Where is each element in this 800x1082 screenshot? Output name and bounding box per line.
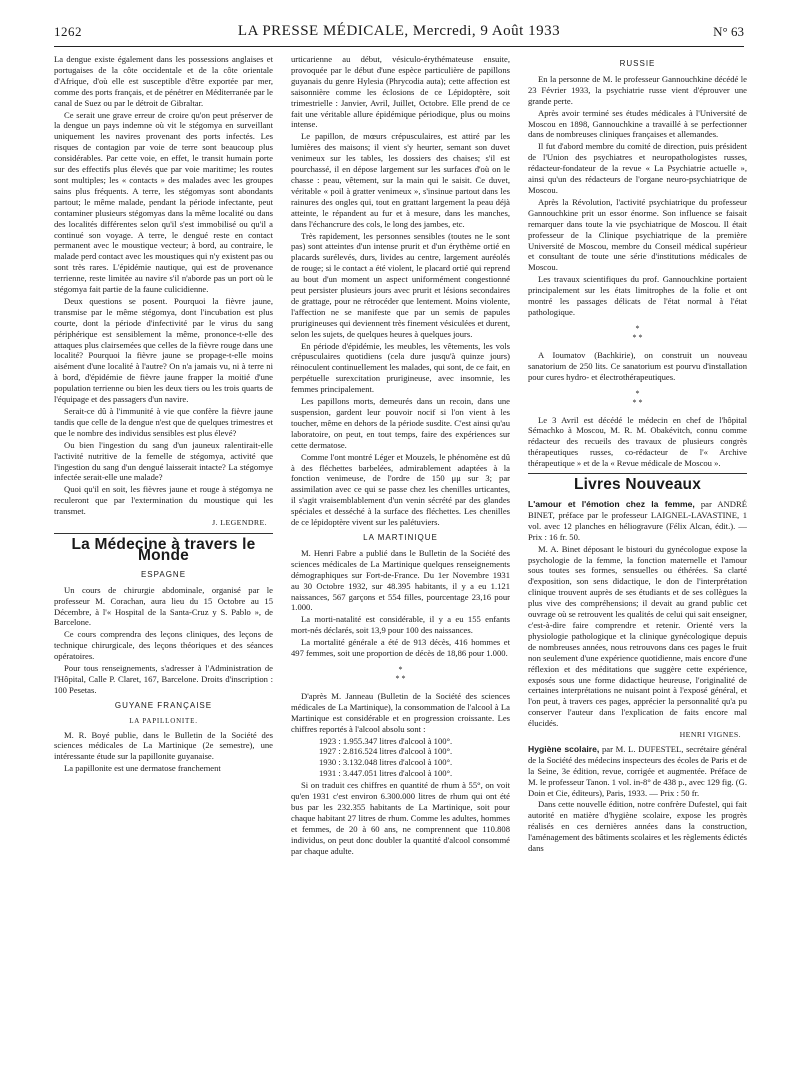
subsection-heading-russie: RUSSIE: [619, 59, 656, 68]
stat-line: 1927 : 2.816.524 litres d'alcool à 100°.: [319, 746, 453, 757]
paragraph: A Ioumatov (Bachkirie), on construit un nouveau sanatorium de 250 lits. Ce sanatorium est pourvu d'installation pour cures hydro- et électrothérapeutiques.: [528, 349, 747, 382]
section-divider: [528, 473, 747, 474]
livres-heading: Livres Nouveaux: [573, 476, 702, 494]
book-reference: par M. L. DUFESTEL, secrétaire général de la Société des médecins inspecteurs des écoles de Paris et de la Seine, 3e édition, revue, corrigée et augmentée. Préface de M. le professeur Tanon. 1 vol. in-8° de 438 p., avec 129 fig. (G. Doin et Cie, éditeurs), Paris, 1933. — Prix : 50 fr.: [528, 743, 747, 798]
paragraph: Ce cours comprendra des leçons cliniques, des leçons de technique chirurgicale, des leçons théoriques et des séances opératoires.: [54, 629, 273, 662]
book-review: M. A. Binet déposant le bistouri du gynécologue expose la psychologie de la femme, la fonction maternelle et l'amour sous toutes ses formes, sensuelles ou éthérées. Sa clarté d'exposition, son sens didactique, le don de l'interprétation clinique trouvent auprès de ses étudiants et de ses collègues la plus vive des compréhensions; il devait au grand public cet ouvrage où se retrouvent les qualités de celui qui sait enseigner, c'est-à-dire faire comprendre et retenir. Orienté vers la physiologie pathologique et la clinique gynécologique depuis de nombreuses années, nous retrouvons dans ces pages le fruit non seulement d'une expérience quotidienne, mais encore d'une réflexion et des méditations que suggère cette expérience, exposés sous une forme didactique heureuse, l'originalité de certaines interprétations ne nuisant point à l'exposé général, et l'on peut, à travers ces pages, apprécier la personnalité qu'a pu conserver l'auteur dans l'explication de faits encore mal élucidés.: [528, 543, 747, 729]
review-signature: HENRI VIGNES.: [679, 730, 741, 740]
column-1: [54, 54, 273, 1072]
paragraph: Les travaux scientifiques du prof. Gannouchkine portaient principalement sur les états limitrophes de la folie et ont montré les passages délicats de l'état normal à l'état pathologique.: [528, 274, 747, 317]
asterism-separator: * * *: [632, 388, 643, 407]
paragraph: Pour tous renseignements, s'adresser à l'Administration de l'Hôpital, Calle P. Claret, 167, Barcelone. Droits d'inscription : 100 Pesetas.: [54, 663, 273, 695]
article-signature: J. LEGENDRE.: [212, 518, 267, 528]
paragraph: D'après M. Janneau (Bulletin de la Société des sciences médicales de La Martinique), la consommation de l'alcool à La Martinique est considérable et en progression croissante. Les chiffres reportés à l'alcool absolu sont :: [291, 690, 510, 734]
paragraph: Ou bien l'ingestion du sang d'un jauneux ralentirait-elle l'activité nutritive de la femelle de stégomya, activité que l'ingestion du sang d'un dengué laisserait intacte? La stégomye infectée serait-elle une malade?: [54, 439, 273, 483]
book-entry: [528, 744, 747, 799]
paragraph: M. Henri Fabre a publié dans le Bulletin de la Société des sciences médicales de La Martinique quelques renseignements démographiques sur Fort-de-France. Du 1er Novembre 1931 au 30 Octobre 1932, sur 48.395 habitants, il y a eu 1.121 naissances, 567 garçons et 554 filles, pourcentage 23,16 pour 1.000.: [291, 547, 510, 613]
paragraph: Après avoir terminé ses études médicales à l'Université de Moscou en 1898, Gannouchkine a travaillé à se perfectionner dans de nombreuses cliniques françaises et allemandes.: [528, 107, 747, 140]
paragraph: Serait-ce dû à l'immunité à vie que confère la fièvre jaune tandis que celle de la dengue n'est que de quelques trimestres et que le nombre des individus sensibles est plus élevé?: [54, 406, 273, 438]
issue-number: N° 63: [713, 24, 744, 39]
book-title: Hygiène scolaire,: [528, 743, 600, 754]
paragraph: La mortalité générale a été de 913 décès, 416 hommes et 497 femmes, soit une proportion de décès de 18,86 pour 1.000.: [291, 637, 510, 659]
subsection-heading-espagne: ESPAGNE: [140, 569, 187, 579]
running-header: [54, 22, 744, 44]
paragraph: En la personne de M. le professeur Gannouchkine décédé le 23 Février 1933, la psychiatrie russe vient d'éprouver une grande perte.: [528, 73, 747, 106]
paragraph: M. R. Boyé publie, dans le Bulletin de la Société des sciences médicales de La Martinique (2e semestre), une intéressante étude sur la papillonite guyanaise.: [54, 729, 273, 762]
paragraph: Comme l'ont montré Léger et Mouzels, le phénomène est dû à des fléchettes barbelées, admirablement adaptées à la fonction venimeuse, de l'ordre de 150 μμ sur 3; par assimilation avec ce qui se passe chez les chenilles urticantes, il s'agit vraisemblablement d'un venin sécrété par des glandes spéciales et desséché à la surface des fléchettes. Les chenilles de ce lépidoptère vivent sur les palétuviers.: [291, 451, 510, 528]
paragraph: Le 3 Avril est décédé le médecin en chef de l'hôpital Sémachko à Moscou, M. R. M. Obakévitch, connu comme rédacteur des recueils des travaux de plusieurs congrès thérapeutiques russes, co-rédacteur de l'« Archive thérapeutique » et de la « Revue médicale de Moscou ».: [528, 414, 747, 469]
paragraph: Ce serait une grave erreur de croire qu'on peut préserver de la dengue un pays indemne où vit le stégomya en surveillant uniquement les navires provenant des ports infectés. Les risques de contagion par voie de terre sont beaucoup plus considérables. Par cette voie, en effet, le transit humain porte sur des effectifs plus élevés que par voie maritime; les routes sont multiples; les « contacts » des malades avec les groupes sains plus fréquents. A terre, les stégomyas sont abondants partout; le même malade, pendant la période infectante, peut contaminer plusieurs stégomyas dans la même localité ou dans des localités différentes selon qu'il s'est immobilisé ou qu'il a continué son voyage. A terre, le dengué reste en contact permanent avec le moustique vecteur; à bord, au contraire, le malade perd contact avec les moustiques qui n'y existent pas ou sont très rares. L'épidémie nautique, qui est de provenance terrienne, reste limitée au navire s'il n'aborde pas un port où le stégomya fait partie de la faune culicidienne.: [54, 109, 273, 295]
paragraph: La dengue existe également dans les possessions anglaises et portugaises de la côte occidentale et de la côte orientale d'Afrique, d'où elle est susceptible d'être exportée par mer, comme des ports français, et de pénétrer en Méditerranée par le canal de Suez ou par le détroit de Gibraltar.: [54, 54, 273, 108]
section-heading: La Médecine à travers le Monde: [71, 535, 256, 564]
paragraph: La papillonite est une dermatose franchement: [64, 763, 221, 774]
paragraph: Le papillon, de mœurs crépusculaires, est attiré par les lumières des maisons; il vient s'y heurter, semant son duvet venimeux sur les tables, les dossiers des chaises; s'il est pourchassé, il en dépose largement sur les surfaces d'où on le chasse : peau, vêtement, sur la main qui le saisit. Ce duvet, véritable « poil à gratter venimeux », s'insinue partout dans les rainures des ongles qui, tout en grattant largement la peau déjà atteinte, le répandent au fur et à mesure, dans les manches, dans l'échancrure des cols, le long des jambes, etc.: [291, 131, 510, 229]
minor-heading-papillonite: LA PAPILLONITE.: [129, 716, 198, 725]
paragraph: urticarienne au début, vésiculo-érythémateuse ensuite, provoquée par le début d'une espèce particulière de papillons guyanais du genre Hylesia (Phrycodia auta); cette affection est saisonnière comme les éclosions de ce Lépidoptère, soit trimestrielle : Janvier, Avril, Juillet, Octobre. Elle prend de ce fait une véritable allure épidémique périodique, plus ou moins intense.: [291, 54, 510, 130]
asterism-separator: * * *: [395, 664, 406, 683]
asterism-separator: * * *: [632, 323, 643, 342]
paragraph: Il fut d'abord membre du comité de direction, puis président de l'Union des psychiatres et neuropathologistes russes, rédacteur-fondateur de la revue « La Psychiatrie actuelle », ainsi qu'un des rédacteurs de l'organe neuro-psychiatrique de Moscou.: [528, 141, 747, 195]
header-rule: [54, 46, 744, 47]
paragraph: En période d'épidémie, les meubles, les vêtements, les vols crépusculaires quotidiens (cela dure jusqu'à quinze jours) réinoculent continuellement les malades, qui sont, de ce fait, en perpétuelle surexcitation prurigineuse, avec insomnie, les femmes principalement.: [291, 340, 510, 395]
paragraph: Un cours de chirurgie abdominale, organisé par le professeur M. Corachan, aura lieu du 15 Octobre au 15 Décembre, à l'« Hospital de la Santa-Cruz y S. Pablo », de Barcelone.: [54, 584, 273, 628]
paragraph: Deux questions se posent. Pourquoi la fièvre jaune, transmise par le même stégomya, dont l'incubation est plus courte, dont la période d'infectivité par le virus du sang périphérique est sensiblement la même, prononce-t-elle des attaques plus clairsemées que celles de la fièvre rouge dans une localité? Pourquoi la fièvre jaune se propage-t-elle moins aisément d'une localité à l'autre? On n'a jamais vu, ni à terre ni à bord, d'épidémie de fièvre jaune frapper la moitié d'une population terrienne ou bien les deux tiers ou les trois quarts de l'équipage et des passagers d'un navire.: [54, 295, 273, 405]
book-review: Dans cette nouvelle édition, notre confrère Dufestel, qui fait autorité en matière d'hygiène scolaire, expose les progrès réalisés en ces dernières années dans la construction, l'aménagement des bâtiments scolaires et les règlements édictés dans: [528, 799, 747, 854]
paragraph: Après la Révolution, l'activité psychiatrique du professeur Gannouchkine prit un essor énorme. Son influence se faisait remarquer dans toute la vie psychiatrique de Moscou. Il était professeur de la Clinique psychiatrique de la première Université de Moscou, membre du Conseil médical supérieur et consultant de toute une série d'institutions médicales de Moscou.: [528, 196, 747, 273]
book-title: L'amour et l'émotion chez la femme,: [528, 499, 695, 509]
paragraph: Très rapidement, les personnes sensibles (toutes ne le sont pas) sont atteintes d'un intense prurit et d'un érythème ortié en placards surélevés, durs, livides au centre, largement auréolés de rouge; si le contact a été violent, le placard ortié qui reprend au bout d'un moment un aspect uniformément congestionné peut persister plusieurs jours avec prurit et lésions secondaires de grattage, pour ne rétrocéder que lentement. Moins violente, l'affection ne se manifeste que par un semis de papules prurigineuses qui deviennent très finement vésiculées et durent, selon les sujets, de quelques heures à quelques jours.: [291, 230, 510, 339]
stat-line: 1930 : 3.132.048 litres d'alcool à 100°.: [319, 757, 453, 768]
subsection-heading-martinique: LA MARTINIQUE: [363, 532, 438, 542]
stat-line: 1923 : 1.955.347 litres d'alcool à 100°.: [319, 735, 453, 746]
journal-title: LA PRESSE MÉDICALE, Mercredi, 9 Août 1933: [237, 23, 561, 39]
alcohol-stats-list: [319, 736, 510, 780]
column-3: [528, 54, 747, 1072]
book-reference: par ANDRÉ BINET, préface par le professeur LAIGNEL-LAVASTINE, 1 vol. avec 12 planches en héliogravure (Félix Alcan, édit.). — Prix : 16 fr. 50.: [528, 499, 747, 542]
section-divider: [54, 533, 273, 534]
stat-line: 1931 : 3.447.051 litres d'alcool à 100°.: [319, 768, 453, 779]
paragraph: La morti-natalité est considérable, il y a eu 155 enfants mort-nés déclarés, soit 13,9 pour 100 des naissances.: [291, 614, 510, 636]
subsection-heading-guyane: GUYANE FRANÇAISE: [114, 700, 213, 710]
column-2: [291, 54, 510, 1072]
page-number: 1262: [54, 24, 82, 39]
paragraph: Si on traduit ces chiffres en quantité de rhum à 55°, on voit qu'en 1931 c'est environ 6.300.000 litres de rhum qui ont été bus par les 232.355 habitants de La Martinique, soit pour chaque habitant 27 litres de rhum. Comme les adultes, hommes et femmes, de 20 à 60 ans, ne comprennent que 110.808 individus, on peut donc doubler la quantité d'alcool consommé par chaque adulte.: [291, 780, 510, 856]
paragraph: Les papillons morts, demeurés dans un recoin, dans une suspension, gardent leur pouvoir nocif si l'on vient à les toucher, même en dehors de la période susdite. C'est ainsi qu'au laboratoire, on peut, en tout temps, faire des expériences sur cette dermatose.: [291, 396, 510, 450]
paragraph: Quoi qu'il en soit, les fièvres jaune et rouge à stégomya ne reculeront que par l'extermination du moustique qui les transmet.: [54, 484, 273, 517]
book-entry: [528, 499, 747, 543]
